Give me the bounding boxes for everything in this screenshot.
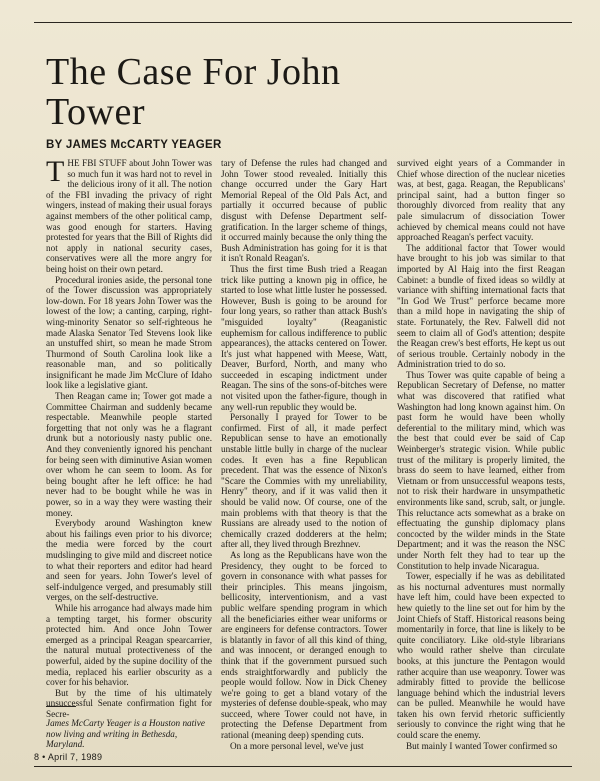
paragraph bbox=[46, 155, 212, 275]
paragraph: tary of Defense the rules had changed and John Tower stood revealed. Initially this change occurred under the Gary Hart Memorial Repeal of the Old Pals Act, and partially it occurred because of public disgust with Defense Department self-gratification. In the larger scheme of things, it occurred mainly because the only thing the Bush Administration has going for it is that it isn't Ronald Reagan's. bbox=[221, 158, 387, 264]
bottom-rule bbox=[34, 766, 572, 767]
article-title: The Case For John Tower bbox=[46, 51, 341, 133]
paragraph: Thus the first time Bush tried a Reagan trick like putting a known pig in office, he started to lose what little luster he possessed. However, Bush is going to be around for four long years, so rather than attack Bush's "misguided loyalty" (Reaganistic euphemism for callous indifference to public appearances), the attacks centered on Tower. It's just what happened with Meese, Watt, Deaver, Burford, North, and many who succeeded in escaping indictment under Reagan. The sins of the sons-of-bitches were not visited upon the father-figure, though in any well-run republic they would be. bbox=[221, 263, 387, 412]
lead-in-caps: HE FBI STUFF bbox=[67, 158, 127, 168]
paragraph: Then Reagan came in; Tower got made a Committee Chairman and suddenly became respectable. Meanwhile people started forgetting that not only was he a flagrant drunk but a notoriously nasty public one. And they conveniently ignored his penchant for being seen with diminutive Asian women over whom he can seem to loom. As for being bought after he left office: he had never had to be bought while he was in power, so in a way they were wasting their money. bbox=[46, 391, 212, 518]
paragraph: On a more personal level, we've just bbox=[230, 740, 364, 751]
paragraph: survived eight years of a Commander in Chief whose direction of the nuclear niceties was, at best, gaga. Reagan, the Republicans' principal saint, had a button finger so thoroughly divorced from reality that any pale simulacrum of dissociation Tower achieved by chemical means could not have approached Reagan's perfect vacuity. bbox=[397, 158, 565, 243]
paragraph: While his arrogance had always made him a tempting target, his former obscurity protected him. And once John Tower emerged as a principal Reagan spearcarrier, the natural mutual protectiveness of the powerful, aided by the supine docility of the media, replaced his earlier obscurity as a cover for his behavior. bbox=[46, 602, 212, 688]
article-column-1 bbox=[46, 155, 212, 719]
paragraph: The additional factor that Tower would have brought to his job was similar to that imported by Al Haig into the first Reagan Cabinet: a bundle of fixed ideas so wildly at variance with shifting international facts that "In God We Trust" perforce became more than a mild hope in navigating the ship of state. Fortunately, the Rev. Falwell did not seem to claim all of God's attention; despite the Reagan crew's best efforts, He kept us out of serious trouble. Certainly nobody in the Administration tried to do so. bbox=[397, 242, 565, 370]
paragraph: Procedural ironies aside, the personal tone of the Tower discussion was appropriately low-down. For 18 years John Tower was the lowest of the low; a canting, carping, right-wing-minority Senator so self-righteous he made Alaska Senator Ted Stevens look like an unstuffed shirt, so mean he made Strom Thurmond of South Carolina look like a reasonable man, and so politically insignificant he made Jim McClure of Idaho look like a legislative giant. bbox=[46, 274, 212, 391]
top-rule bbox=[34, 22, 572, 23]
article-column-3 bbox=[397, 158, 565, 763]
page-folio: 8 • April 7, 1989 bbox=[34, 752, 103, 762]
paragraph-text: about John Tower was so much fun it was hard not to revel in the delicious irony of it all. The notion of the FBI invading the privacy of right wingers, instead of making their usual forays against members of the other political camp, was good enough for starters. Having protested for years that the Bill of Rights did not apply in national security cases, conservatives were all the more angry for being hoist on their own petard. bbox=[46, 158, 212, 274]
paragraph: But mainly I wanted Tower confirmed so bbox=[406, 740, 558, 751]
author-bio: James McCarty Yeager is a Houston native now living and writing in Bethesda, Maryland. bbox=[46, 718, 205, 750]
article-column-2 bbox=[221, 158, 387, 763]
paragraph: Everybody around Washington knew about his failings even prior to his divorce; the media were forced by the court mudslinging to give mild and discreet notice to what their reporters and editor had heard and seen for years. John Tower's level of self-indulgence verged, and presumably still verges, on the self-destructive. bbox=[46, 518, 212, 603]
paragraph: But by the time of his ultimately unsuccessful Senate confirmation fight for Secre- bbox=[46, 687, 212, 719]
bio-rule bbox=[46, 706, 76, 707]
paragraph: As long as the Republicans have won the Presidency, they ought to be forced to govern in consonance with what passes for their principles. This means jingoism, bellicosity, interventionism, and a vast public welfare spending program in which all the beneficiaries either wear uniforms or are engineers for defense contractors. Tower is blatantly in favor of all this kind of thing, and was innocent, or deranged enough to think that if the government pursued such ends straightforwardly and publicly the people would follow. Now in Dick Cheney we're going to get a bland votary of the mysteries of defense double-speak, who may succeed, where Tower could not have, in protecting the Defense Department from rational (meaning deep) spending cuts. bbox=[221, 549, 387, 741]
drop-cap: T bbox=[46, 155, 65, 188]
byline: BY JAMES McCARTY YEAGER bbox=[46, 139, 222, 151]
paragraph: Thus Tower was quite capable of being a Republican Secretary of Defense, no matter what was discovered that ratified what Washington had long known against him. On past form he would have been wholly deferential to the military mind, which was the best that could ever be said of Cap Weinberger's strategic vision. While public trust of the military is properly limited, the brass do seem to have learned, either from Vietnam or from unsuccessful weapons tests, not to risk their hardware in unsympathetic environments like sand, scrub, salt, or jungle. This reluctance acts somewhat as a brake on effectuating the gunship diplomacy plans concocted by the wilder minds in the State Department; and it was the reason the NSC under North felt they had to tear up the Constitution to help invade Nicaragua. bbox=[397, 369, 565, 571]
paragraph: Tower, especially if he was as debilitated as his nocturnal adventures must normally have left him, could have been expected to hew quietly to the line set out for him by the Joint Chiefs of Staff. Historical reasons being momentarily in force, that line is likely to be quite conciliatory. Like old-style librarians who would rather shelve than circulate books, at this juncture the Pentagon would rather acquire than use weaponry. Tower was admirably fitted to provide the bellicose language behind which the industrial levers can be pulled. Meanwhile he would have taken his own fervid rhetoric sufficiently seriously to convince the right wing that he could scare the enemy. bbox=[397, 571, 565, 741]
paragraph: Personally I prayed for Tower to be confirmed. First of all, it made perfect Republican sense to have an emotionally unstable little bully in charge of the nuclear codes. It even has a fine Republican precedent. That was the essence of Nixon's "Scare the Commies with my unreliability, Henry" theory, and if it was valid then it should be valid now. Of course, one of the main problems with that theory is that the Russians are already used to the notion of chemically crazed dodderers at the helm; after all, they lived through Brezhnev. bbox=[221, 412, 387, 550]
